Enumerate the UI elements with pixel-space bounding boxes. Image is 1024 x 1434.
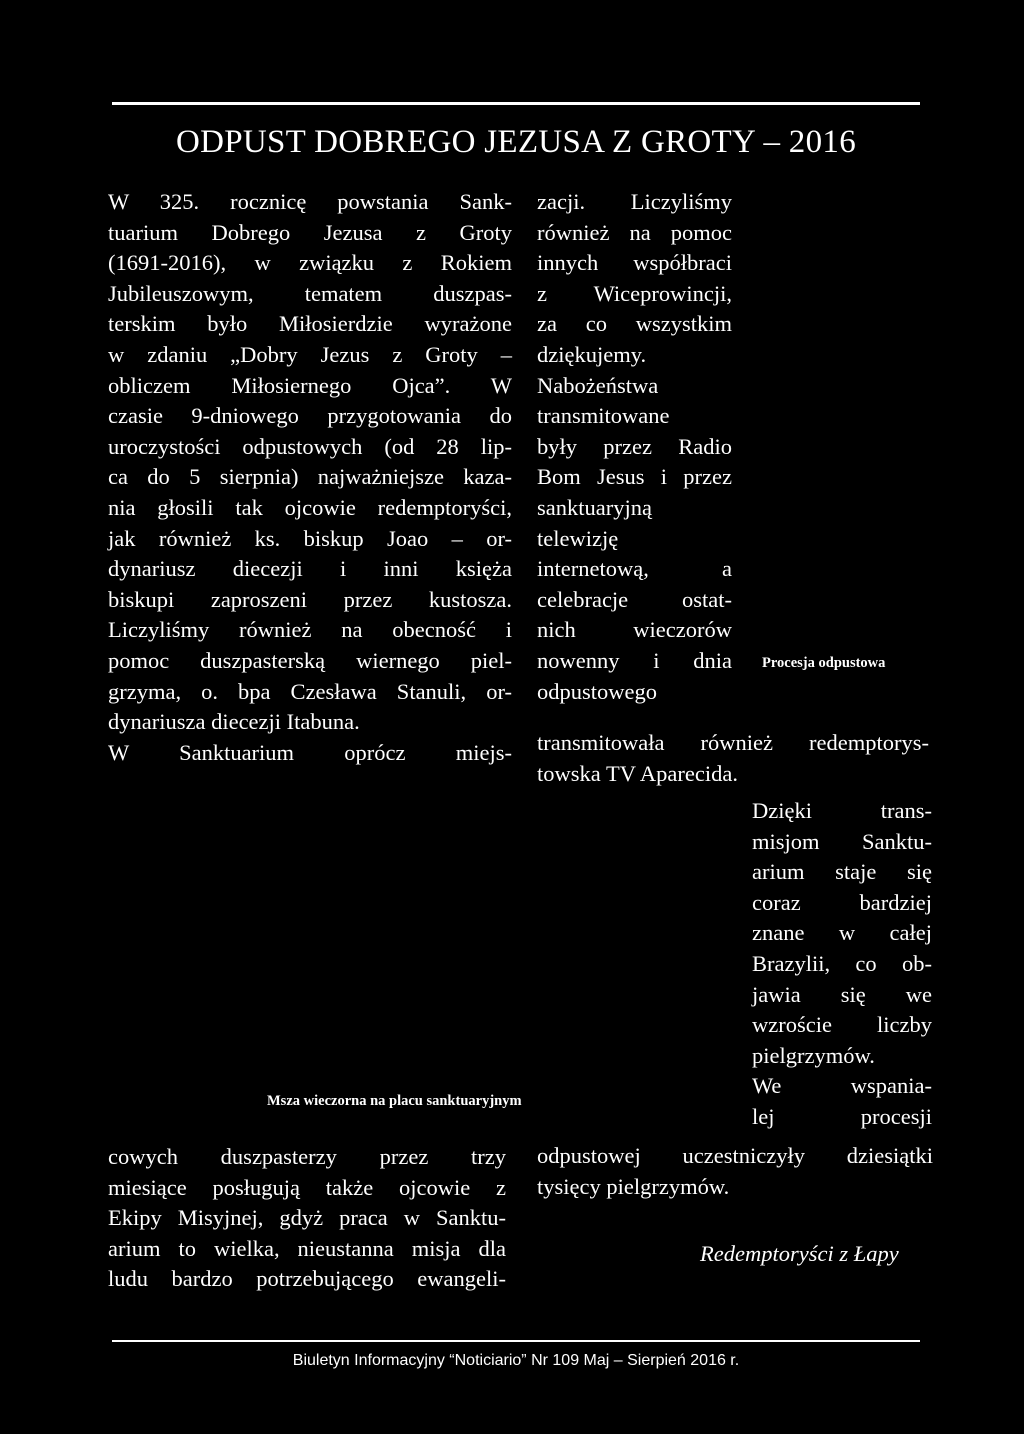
text-line: pielgrzymów.: [752, 1042, 875, 1068]
text-line: towska TV Aparecida.: [537, 760, 738, 786]
text-line: (1691-2016), w związku z Rokiem: [108, 250, 512, 276]
text-line: telewizję: [537, 525, 619, 551]
text-line: czasie 9-dniowego przygotowania do: [108, 403, 512, 429]
text-line: nia głosili tak ojcowie redemptoryści,: [108, 494, 512, 520]
text-line: cowych duszpasterzy przez trzy: [108, 1144, 506, 1169]
text-line: odpustowego: [537, 678, 657, 704]
top-rule: [112, 102, 920, 105]
photo-caption-msza: Msza wieczorna na placu sanktuaryjnym: [267, 1093, 522, 1109]
text-line: były przez Radio: [537, 433, 732, 459]
text-line: nowenny i dnia: [537, 647, 732, 673]
page-footer: Biuletyn Informacyjny “Noticiario” Nr 109 Maj – Sierpień 2016 r.: [292, 1352, 740, 1369]
text-line: sanktuaryjną: [537, 494, 652, 520]
right-column-wide: [537, 728, 929, 789]
text-line: terskim było Miłosierdzie wyrażone: [108, 311, 512, 337]
text-line: internetową, a: [537, 556, 732, 582]
text-line: ludu bardzo potrzebującego ewangeli-: [108, 1266, 506, 1292]
text-line: dynariusza diecezji Itabuna.: [108, 709, 360, 735]
text-line: nich wieczorów: [537, 617, 732, 643]
text-line: z Wiceprowincji,: [537, 280, 732, 306]
text-line: biskupi zaproszeni przez kustosza.: [108, 586, 512, 612]
text-line: obliczem Miłosiernego Ojca”. W: [108, 372, 512, 398]
bottom-rule: [112, 1340, 920, 1342]
text-line: lej procesji: [752, 1103, 932, 1129]
text-line: znane w całej: [752, 920, 932, 946]
text-line: Jubileuszowym, tematem duszpas-: [108, 280, 512, 306]
text-line: Dzięki trans-: [752, 798, 932, 823]
article-signature: Redemptoryści z Łapy: [700, 1241, 899, 1266]
text-line: arium staje się: [752, 859, 932, 885]
text-line: arium to wielka, nieustanna misja dla: [108, 1235, 506, 1261]
left-column-top: [108, 187, 512, 768]
text-line: Nabożeństwa: [537, 372, 659, 398]
text-line: ca do 5 sierpnia) najważniejsze kaza-: [108, 464, 512, 490]
right-column-narrow: [537, 187, 732, 707]
text-line: Bom Jesus i przez: [537, 464, 732, 490]
text-line: grzyma, o. bpa Czesława Stanuli, or-: [108, 678, 512, 704]
text-line: transmitowała również redemptorys-: [537, 730, 929, 755]
text-line: wzroście liczby: [752, 1012, 932, 1038]
text-line: celebracje ostat-: [537, 586, 732, 612]
text-line: miesiące posługują także ojcowie z: [108, 1174, 506, 1200]
photo-caption-procesja: Procesja odpustowa: [762, 655, 886, 671]
article-title: ODPUST DOBREGO JEZUSA Z GROTY – 2016: [175, 124, 857, 160]
text-line: W 325. rocznicę powstania Sank-: [108, 189, 512, 214]
text-line: misjom Sanktu-: [752, 828, 932, 854]
text-line: uroczystości odpustowych (od 28 lip-: [108, 433, 512, 459]
text-line: tysięcy pielgrzymów.: [537, 1173, 730, 1199]
right-column-bottom: [537, 1141, 933, 1202]
text-line: odpustowej uczestniczyły dziesiątki: [537, 1143, 933, 1168]
text-line: W Sanktuarium oprócz miejs-: [108, 739, 512, 765]
text-line: dynariusz diecezji i inni księża: [108, 556, 512, 582]
text-line: We wspania-: [752, 1073, 932, 1099]
text-line: tuarium Dobrego Jezusa z Groty: [108, 219, 512, 245]
text-line: w zdaniu „Dobry Jezus z Groty –: [108, 341, 512, 367]
text-line: jak również ks. biskup Joao – or-: [108, 525, 512, 551]
left-column-bottom: [108, 1142, 506, 1295]
text-line: Ekipy Misyjnej, gdyż praca w Sanktu-: [108, 1205, 506, 1231]
text-line: innych współbraci: [537, 250, 732, 276]
text-line: jawia się we: [752, 981, 932, 1007]
text-line: Liczyliśmy również na obecność i: [108, 617, 512, 643]
text-line: transmitowane: [537, 403, 670, 429]
text-line: również na pomoc: [537, 219, 732, 245]
text-line: za co wszystkim: [537, 311, 732, 337]
text-line: Brazylii, co ob-: [752, 950, 932, 976]
right-column-small: [752, 796, 932, 1133]
text-line: pomoc duszpasterską wiernego piel-: [108, 647, 512, 673]
text-line: zacji. Liczyliśmy: [537, 189, 732, 214]
text-line: dziękujemy.: [537, 341, 647, 367]
text-line: coraz bardziej: [752, 889, 932, 915]
